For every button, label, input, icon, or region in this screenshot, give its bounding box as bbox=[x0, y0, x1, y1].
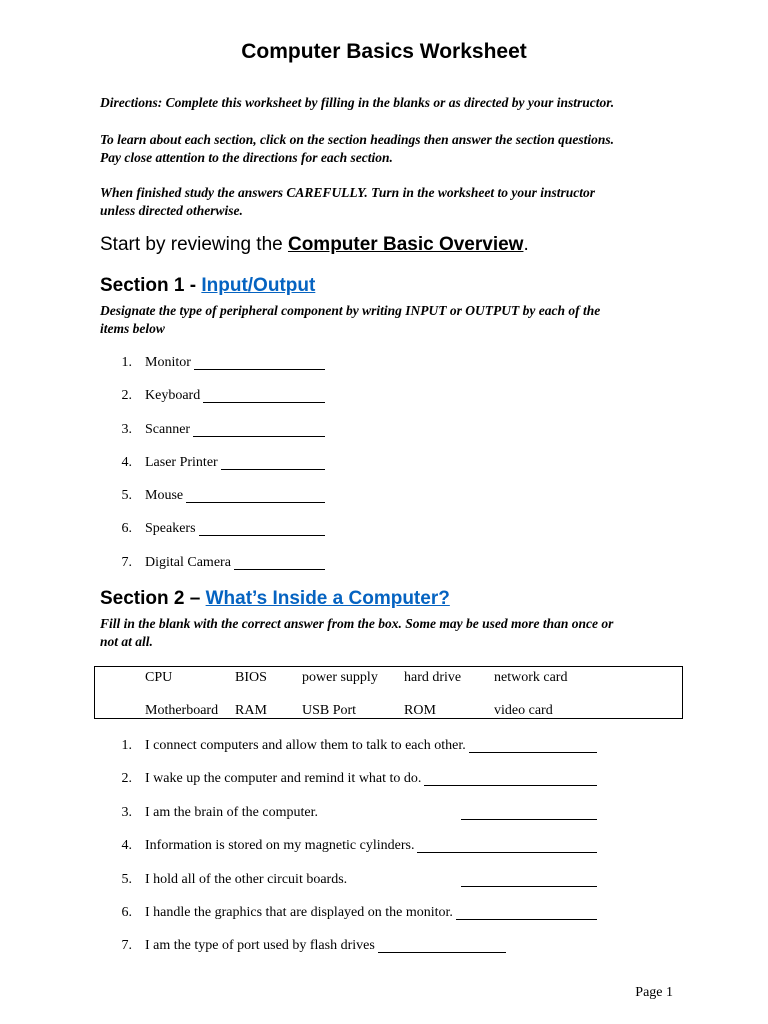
answer-blank[interactable] bbox=[424, 771, 597, 786]
answer-blank[interactable] bbox=[194, 355, 325, 370]
directions-line: When finished study the answers CAREFULLY. Turn in the worksheet to your instructor bbox=[100, 185, 595, 200]
section2-link[interactable]: What’s Inside a Computer? bbox=[205, 588, 450, 609]
list-item bbox=[0, 488, 768, 506]
answer-blank[interactable] bbox=[193, 422, 325, 437]
question-item bbox=[0, 938, 768, 956]
answer-blank[interactable] bbox=[234, 555, 325, 570]
item-text: I wake up the computer and remind it what to do. bbox=[145, 771, 422, 786]
answer-blank[interactable] bbox=[469, 738, 597, 753]
answer-blank[interactable] bbox=[378, 938, 506, 953]
item-number: 7. bbox=[121, 555, 132, 570]
item-text: I connect computers and allow them to talk to each other. bbox=[145, 738, 466, 753]
item-text: Information is stored on my magnetic cylinders. bbox=[145, 838, 415, 853]
answer-blank[interactable] bbox=[461, 805, 597, 820]
section2-heading bbox=[100, 588, 450, 610]
section1-label: Section 1 - bbox=[100, 275, 202, 296]
section1-instructions: items below bbox=[100, 321, 165, 336]
item-text: Keyboard bbox=[145, 388, 201, 403]
item-number: 3. bbox=[121, 422, 132, 437]
directions-line: Pay close attention to the directions for each section. bbox=[100, 150, 393, 165]
answer-blank[interactable] bbox=[417, 838, 597, 853]
item-number: 2. bbox=[121, 771, 132, 786]
answer-blank[interactable] bbox=[199, 521, 325, 536]
word-bank bbox=[94, 666, 683, 719]
item-text: I am the brain of the computer. bbox=[145, 805, 318, 820]
list-item bbox=[0, 455, 768, 473]
item-number: 5. bbox=[121, 872, 132, 887]
directions-line: To learn about each section, click on the section headings then answer the section questions. bbox=[100, 132, 615, 147]
item-number: 6. bbox=[121, 905, 132, 920]
start-line bbox=[100, 234, 529, 256]
page-number: Page 1 bbox=[635, 985, 673, 1000]
item-text: I am the type of port used by flash drives bbox=[145, 938, 375, 953]
item-number: 1. bbox=[121, 738, 132, 753]
list-item bbox=[0, 388, 768, 406]
item-number: 4. bbox=[121, 838, 132, 853]
list-item bbox=[0, 355, 768, 373]
item-text: Scanner bbox=[145, 422, 191, 437]
answer-blank[interactable] bbox=[203, 388, 325, 403]
directions-line: Directions: Complete this worksheet by filling in the blanks or as directed by your instructor. bbox=[100, 95, 615, 110]
word-bank-term: USB Port bbox=[302, 703, 357, 718]
word-bank-term: power supply bbox=[302, 670, 378, 685]
item-text: I hold all of the other circuit boards. bbox=[145, 872, 348, 887]
directions-line: unless directed otherwise. bbox=[100, 203, 243, 218]
item-number: 3. bbox=[121, 805, 132, 820]
item-number: 1. bbox=[121, 355, 132, 370]
start-suffix: . bbox=[523, 234, 529, 255]
item-number: 7. bbox=[121, 938, 132, 953]
word-bank-term: BIOS bbox=[235, 670, 267, 685]
list-item bbox=[0, 422, 768, 440]
overview-link[interactable]: Computer Basic Overview bbox=[287, 234, 524, 255]
word-bank-term: CPU bbox=[145, 670, 173, 685]
question-item bbox=[0, 805, 768, 823]
section1-link[interactable]: Input/Output bbox=[201, 275, 316, 296]
answer-blank[interactable] bbox=[186, 488, 325, 503]
word-bank-term: network card bbox=[494, 670, 568, 685]
answer-blank[interactable] bbox=[456, 905, 597, 920]
answer-blank[interactable] bbox=[221, 455, 325, 470]
page-title: Computer Basics Worksheet bbox=[241, 40, 527, 63]
item-number: 5. bbox=[121, 488, 132, 503]
answer-blank[interactable] bbox=[461, 872, 597, 887]
section1-heading bbox=[100, 275, 315, 297]
item-text: Laser Printer bbox=[145, 455, 218, 470]
section2-instructions: Fill in the blank with the correct answer from the box. Some may be used more than once or bbox=[100, 616, 614, 631]
question-item bbox=[0, 738, 768, 756]
word-bank-term: ROM bbox=[404, 703, 436, 718]
item-text: Monitor bbox=[145, 355, 191, 370]
question-item bbox=[0, 872, 768, 890]
question-item bbox=[0, 905, 768, 923]
list-item bbox=[0, 555, 768, 573]
item-number: 2. bbox=[121, 388, 132, 403]
section1-instructions: Designate the type of peripheral component by writing INPUT or OUTPUT by each of the bbox=[100, 303, 601, 318]
item-number: 6. bbox=[121, 521, 132, 536]
question-item bbox=[0, 838, 768, 856]
start-prefix: Start by reviewing the bbox=[100, 234, 288, 255]
item-number: 4. bbox=[121, 455, 132, 470]
list-item bbox=[0, 521, 768, 539]
section2-label: Section 2 – bbox=[100, 588, 206, 609]
word-bank-term: hard drive bbox=[404, 670, 462, 685]
item-text: I handle the graphics that are displayed on the monitor. bbox=[145, 905, 453, 920]
item-text: Mouse bbox=[145, 488, 184, 503]
item-text: Digital Camera bbox=[145, 555, 231, 570]
question-item bbox=[0, 771, 768, 789]
section2-instructions: not at all. bbox=[100, 634, 153, 649]
item-text: Speakers bbox=[145, 521, 196, 536]
word-bank-term: video card bbox=[494, 703, 553, 718]
word-bank-term: Motherboard bbox=[145, 703, 219, 718]
word-bank-term: RAM bbox=[235, 703, 267, 718]
